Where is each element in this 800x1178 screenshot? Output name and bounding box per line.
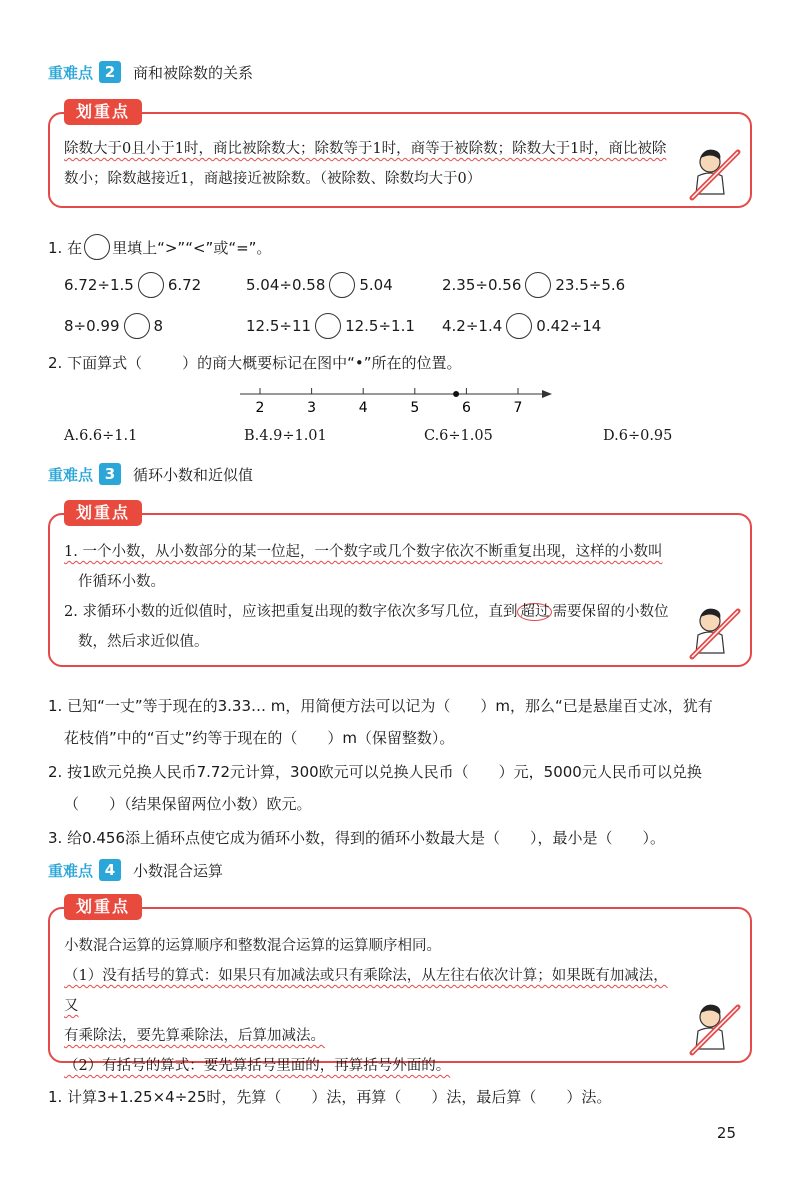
answer-circle[interactable]: [506, 313, 532, 339]
key-point-box-2: [48, 102, 752, 208]
question-2-2-prompt: [48, 352, 462, 373]
compare-right: 8: [153, 317, 164, 335]
compare-right: 6.72: [167, 276, 202, 294]
question-text: ）的商大概要标记在图中“•”所在的位置。: [182, 354, 462, 372]
compare-item: [442, 271, 625, 299]
compare-right: 23.5÷5.6: [555, 276, 626, 294]
question-text: 里填上“>”“<”或“=”。: [112, 238, 272, 257]
key-point-label: 划重点: [64, 894, 142, 920]
key-line-text: 需要保留的小数位: [552, 604, 669, 620]
question-3-3: [48, 822, 758, 854]
section-number: 3: [99, 463, 121, 485]
number-line: [230, 382, 560, 418]
option-b[interactable]: B.4.9÷1.01: [244, 428, 327, 444]
question-text: 2. 下面算式（: [48, 354, 143, 372]
answer-circle[interactable]: [138, 272, 164, 298]
circled-word: 超过: [517, 603, 552, 621]
question-line: 2. 按1欧元兑换人民币7.72元计算，300欧元可以兑换人民币（ ）元，5000元人民币可以兑换: [48, 763, 702, 781]
compare-left: 12.5÷11: [246, 317, 312, 335]
section-title: 商和被除数的关系: [133, 63, 254, 82]
compare-right: 5.04: [359, 276, 393, 294]
question-line: 3. 给0.456添上循环点使它成为循环小数，得到的循环小数最大是（ ），最小是（ ）。: [48, 829, 666, 847]
section-2-header: [48, 60, 253, 84]
key-line: [64, 1021, 678, 1051]
question-text: 1. 在: [48, 238, 83, 257]
key-line: 除数大于0且小于1时，商比被除数大；除数等于1时，商等于被除数；除数大于1时，商比被除: [64, 141, 667, 157]
option-a[interactable]: A.6.6÷1.1: [64, 428, 138, 444]
page-number: 25: [716, 1124, 736, 1142]
section-3-header: [48, 462, 253, 486]
key-line-text: 1. 一个小数，从小数部分的某一位起，一个数字或几个数字依次不断重复出现，这样的小数叫: [64, 544, 663, 560]
compare-left: 4.2÷1.4: [442, 317, 503, 335]
number-line-tick-label: 6: [461, 400, 471, 416]
compare-left: 6.72÷1.5: [64, 276, 134, 294]
key-line: 数，然后求近似值。: [78, 634, 209, 650]
key-line: [64, 1051, 678, 1081]
number-line-tick-label: 5: [410, 400, 420, 416]
key-point-box-4: [48, 897, 752, 1074]
student-pencil-mascot-icon: [684, 997, 744, 1057]
student-pencil-mascot-icon: [684, 142, 744, 202]
section-number: 4: [99, 859, 121, 881]
section-title: 小数混合运算: [133, 861, 224, 880]
key-line: [64, 537, 678, 567]
key-line: 数小；除数越接近1，商越接近被除数。（被除数、除数均大于0）: [64, 171, 482, 187]
section-4-header: [48, 858, 223, 882]
option-d[interactable]: D.6÷0.95: [603, 428, 673, 444]
arrow-icon: [542, 390, 552, 398]
answer-circle[interactable]: [315, 313, 341, 339]
key-line: 小数混合运算的运算顺序和整数混合运算的运算顺序相同。: [64, 938, 441, 954]
number-line-tick-label: 2: [255, 400, 265, 416]
question-3-1: [48, 690, 758, 754]
question-line: 花枝俏”中的“百丈”约等于现在的（ ）m（保留整数）。: [64, 729, 455, 747]
question-line: 1. 已知“一丈”等于现在的3.33… m，用简便方法可以记为（ ）m，那么“已是悬崖百丈冰，犹有: [48, 697, 713, 715]
question-line: （ ）（结果保留两位小数）欧元。: [64, 795, 312, 813]
number-line-tick-label: 7: [513, 400, 523, 416]
section-tag: 重难点: [48, 465, 94, 484]
position-dot-icon: [453, 391, 459, 397]
question-2-1-prompt: [48, 234, 271, 260]
compare-item: [64, 312, 163, 340]
answer-circle[interactable]: [525, 272, 551, 298]
number-line-tick-label: 3: [307, 400, 317, 416]
key-line-text: （2）有括号的算式：要先算括号里面的，再算括号外面的。: [64, 1058, 451, 1074]
key-line-text: 2. 求循环小数的近似值时，应该把重复出现的数字依次多写几位，直到: [64, 604, 518, 620]
compare-right: 12.5÷1.1: [345, 317, 415, 335]
key-point-label: 划重点: [64, 500, 142, 526]
key-line-text: （1）没有括号的算式：如果只有加减法或只有乘除法，从左往右依次计算；如果既有加减法，又: [64, 968, 668, 1014]
section-tag: 重难点: [48, 63, 94, 82]
key-point-label: 划重点: [64, 99, 142, 125]
compare-item: [246, 312, 415, 340]
compare-right: 0.42÷14: [536, 317, 602, 335]
section-number: 2: [99, 61, 121, 83]
key-line: [64, 961, 678, 1021]
question-3-2: [48, 756, 758, 820]
answer-circle[interactable]: [124, 313, 150, 339]
question-4-1: 1. 计算3+1.25×4÷25时，先算（ ）法，再算（ ）法，最后算（ ）法。: [48, 1088, 612, 1106]
key-point-text: [64, 134, 678, 194]
key-point-box-3: [48, 503, 752, 667]
key-point-text: [64, 931, 678, 1081]
sample-circle-icon: [84, 234, 110, 260]
key-line-text: 有乘除法，要先算乘除法，后算加减法。: [64, 1028, 325, 1044]
compare-left: 2.35÷0.56: [442, 276, 522, 294]
key-line: 作循环小数。: [78, 574, 165, 590]
student-pencil-mascot-icon: [684, 601, 744, 661]
option-c[interactable]: C.6÷1.05: [424, 428, 493, 444]
compare-item: [246, 271, 393, 299]
compare-item: [64, 271, 201, 299]
key-line: [64, 597, 678, 627]
compare-left: 5.04÷0.58: [246, 276, 326, 294]
section-title: 循环小数和近似值: [133, 465, 254, 484]
section-tag: 重难点: [48, 861, 94, 880]
key-point-text: [64, 537, 678, 657]
compare-item: [442, 312, 601, 340]
compare-left: 8÷0.99: [64, 317, 120, 335]
answer-circle[interactable]: [329, 272, 355, 298]
number-line-tick-label: 4: [358, 400, 368, 416]
